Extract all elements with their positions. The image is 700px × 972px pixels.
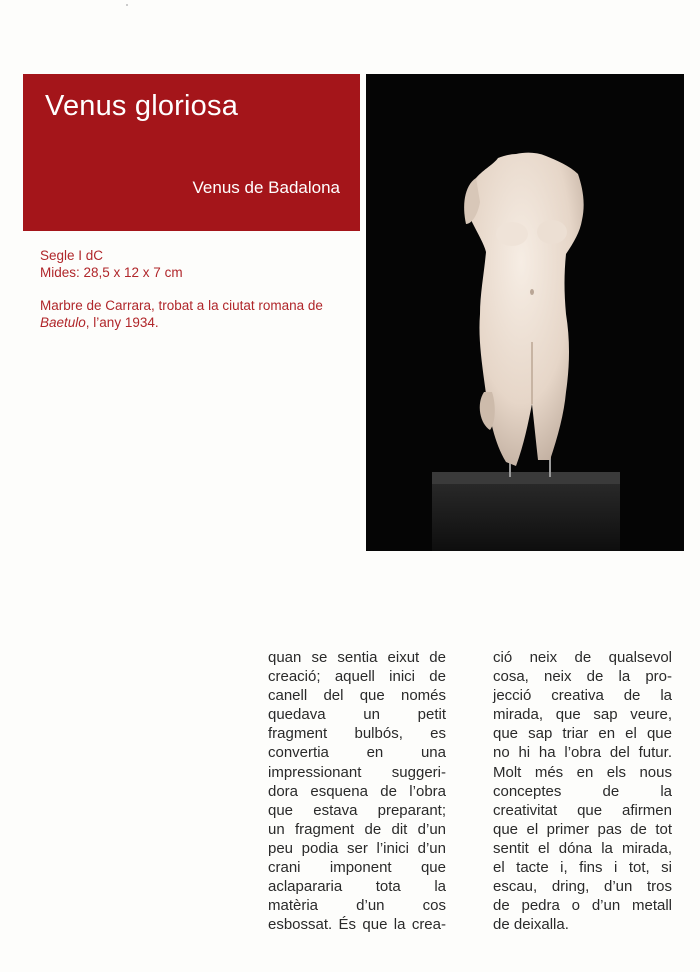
artwork-period: Segle I dC [40,248,104,263]
text-line: escau, dring, d’un tros [493,878,672,896]
description-place: Baetulo [40,315,86,330]
pedestal-top [432,472,620,484]
text-line: sentit el dóna la mirada, [493,839,672,857]
text-line: quan se sentia eixut de [268,649,446,666]
page-title: Venus gloriosa [45,90,239,122]
text-line: quedava un petit [268,706,446,724]
body-column-2 [493,648,672,934]
artwork-description [40,297,360,331]
sculpture-photo [366,74,684,551]
text-line: no hi ha l’obra del futur. [493,744,672,762]
text-line: impressionant suggeri- [268,763,446,781]
text-line: de pedra o d’un metall [493,897,672,915]
title-banner [23,74,360,231]
text-line: ció neix de qualsevol [493,649,672,666]
breast-left [496,222,528,246]
text-line: canell del que només [268,687,446,705]
artwork-dimensions: Mides: 28,5 x 12 x 7 cm [40,265,183,280]
venus-torso-image [366,74,684,551]
body-column-1 [268,648,446,934]
text-line: que estava preparant; [268,801,446,819]
text-line: conceptes de la [493,782,672,800]
text-line: creativitat que afirmen [493,801,672,819]
text-line: mirada, que sap veure, [493,706,672,724]
text-line: dora esquena de l’obra [268,782,446,800]
text-line: aclapararia tota la [268,878,446,896]
text-line: creació; aquell inici de [268,668,446,686]
artwork-details [40,247,360,331]
text-line: un fragment de dit d’un [268,820,446,838]
breast-right [537,220,567,244]
text-line: cosa, neix de la pro- [493,668,672,686]
text-line: Molt més en els nous [493,763,672,781]
text-line: el tacte i, fins i tot, si [493,859,672,877]
text-line: que el primer pas de tot [493,820,672,838]
description-text-end: , l’any 1934. [85,315,159,330]
text-line: convertia en una [268,744,446,762]
text-line: matèria d’un cos [268,897,446,915]
hand-fragment [480,392,495,430]
text-line: peu podia ser l’inici d’un [268,839,446,857]
text-line: que sap triar en el que [493,725,672,743]
text-line: crani imponent que [268,859,446,877]
page-subtitle: Venus de Badalona [192,178,340,197]
text-line: fragment bulbós, es [268,725,446,743]
scan-speck [126,4,128,6]
text-line: de deixalla. [493,916,569,934]
text-line: jecció creativa de la [493,687,672,705]
navel [530,289,534,295]
text-line: esbossat. És que la crea- [268,916,446,934]
pedestal [432,479,620,551]
description-text: Marbre de Carrara, trobat a la ciutat romana de [40,298,323,313]
